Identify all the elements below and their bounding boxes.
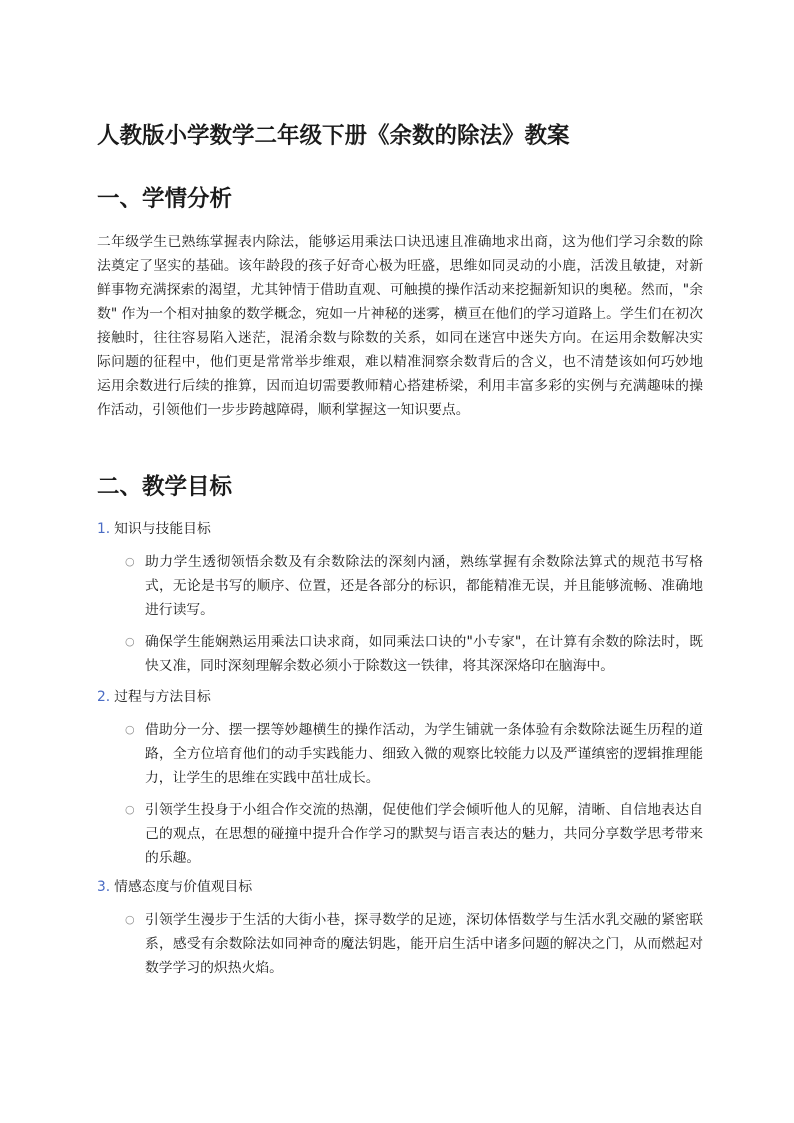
objective-label: 过程与方法目标 xyxy=(114,689,211,705)
section-heading-objectives: 二、教学目标 xyxy=(97,474,233,500)
bullet-text: 确保学生能娴熟运用乘法口诀求商，如同乘法口诀的"小专家"，在计算有余数的除法时，既快又准，同时深刻理解余数必须小于除数这一铁律，将其深深烙印在脑海中。 xyxy=(145,634,703,674)
bullet-icon: ○ xyxy=(125,635,135,648)
list-number: 2. xyxy=(97,689,111,705)
section-heading-analysis: 一、学情分析 xyxy=(97,186,233,212)
bullet-text: 引领学生漫步于生活的大街小巷，探寻数学的足迹，深切体悟数学与生活水乳交融的紧密联系，感受有余数除法如同神奇的魔法钥匙，能开启生活中诸多问题的解决之门，从而燃起对数学学习的炽热火焰。 xyxy=(145,912,703,976)
bullet-icon: ○ xyxy=(125,803,135,816)
objective-item-knowledge xyxy=(97,518,211,540)
objective-label: 情感态度与价值观目标 xyxy=(114,879,253,895)
objective-item-values xyxy=(97,876,252,898)
bullet-icon: ○ xyxy=(125,913,135,926)
list-number: 1. xyxy=(97,521,111,537)
document-title: 人教版小学数学二年级下册《余数的除法》教案 xyxy=(97,123,570,149)
objective-item-process xyxy=(97,686,211,708)
bullet-icon: ○ xyxy=(125,555,135,568)
bullet-text: 助力学生透彻领悟余数及有余数除法的深刻内涵，熟练掌握有余数除法算式的规范书写格式，无论是书写的顺序、位置，还是各部分的标识，都能精准无误，并且能够流畅、准确地进行读写。 xyxy=(145,554,703,618)
analysis-paragraph: 二年级学生已熟练掌握表内除法，能够运用乘法口诀迅速且准确地求出商，这为他们学习余数的除法奠定了坚实的基础。该年龄段的孩子好奇心极为旺盛，思维如同灵动的小鹿，活泼且敏捷，对新鲜事物充满探索的渴望，尤其钟情于借助直观、可触摸的操作活动来挖掘新知识的奥秘。然而，"余数" 作为一个相对抽象的数学概念，宛如一片神秘的迷雾，横亘在他们的学习道路上。学生们在初次接触时，往往容易陷入迷茫，混淆余数与除数的关系，如同在迷宫中迷失方向。在运用余数解决实际问题的征程中，他们更是常常举步维艰，难以精准洞察余数背后的含义，也不清楚该如何巧妙地运用余数进行后续的推算，因而迫切需要教师精心搭建桥梁，利用丰富多彩的实例与充满趣味的操作活动，引领他们一步步跨越障碍，顺利掌握这一知识要点。 xyxy=(97,234,703,418)
bullet-text: 引领学生投身于小组合作交流的热潮，促使他们学会倾听他人的见解，清晰、自信地表达自己的观点，在思想的碰撞中提升合作学习的默契与语言表达的魅力，共同分享数学思考带来的乐趣。 xyxy=(145,802,703,866)
list-number: 3. xyxy=(97,879,111,895)
bullet-text: 借助分一分、摆一摆等妙趣横生的操作活动，为学生铺就一条体验有余数除法诞生历程的道路，全方位培育他们的动手实践能力、细致入微的观察比较能力以及严谨缜密的逻辑推理能力，让学生的思维在实践中茁壮成长。 xyxy=(145,722,703,786)
objective-label: 知识与技能目标 xyxy=(114,521,211,537)
bullet-icon: ○ xyxy=(125,723,135,736)
